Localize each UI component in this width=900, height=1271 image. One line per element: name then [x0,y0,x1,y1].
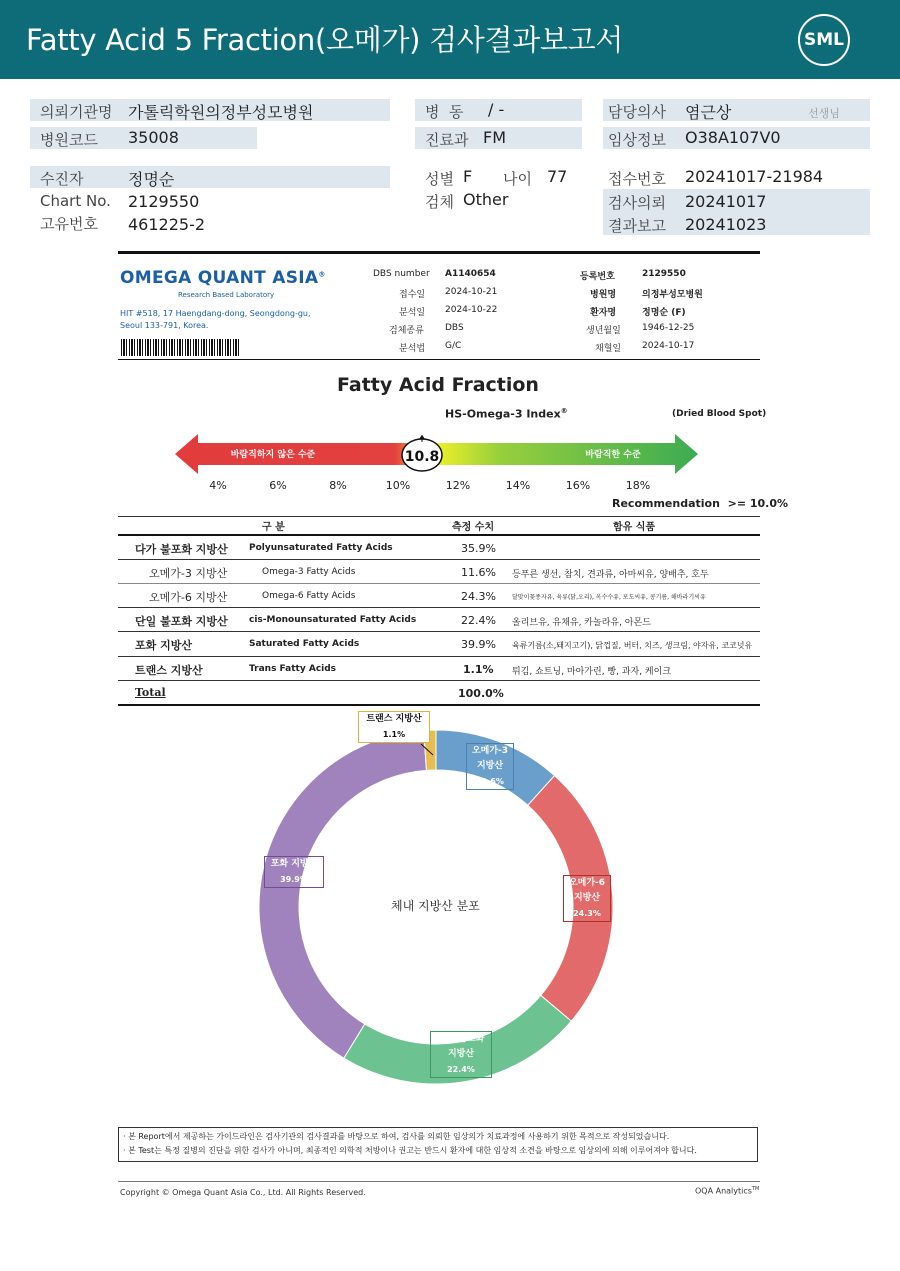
row-rule [118,631,760,632]
hospital-code-label: 병원코드 [40,131,98,149]
sml-logo-text: SML [804,30,844,50]
patient-box [30,166,390,188]
total-label: Total [135,686,166,699]
index-title: HS-Omega-3 Index® [445,407,568,421]
lab-block-rule [118,359,760,360]
table-top-rule [118,516,760,517]
total-value: 100.0% [458,687,504,700]
row-value: 11.6% [461,566,496,579]
row-rule [118,559,760,560]
reg-number-value: 2129550 [642,269,686,279]
institution-label: 의뢰기관명 [40,103,113,121]
dbs-number-label: DBS number [373,269,430,279]
row-en: Polyunsaturated Fatty Acids [249,543,393,553]
table-header-rule [118,534,760,536]
gauge-value-text: 10.8 [404,449,440,465]
recommendation: Recommendation >= 10.0% [612,497,789,510]
reg-number-label: 등록번호 [580,272,615,282]
gauge-tick-label: 18% [625,479,651,492]
patient-name-label: 환자명 [590,308,617,318]
dbs-number-value: A1140654 [445,269,496,279]
row-value: 22.4% [461,614,496,627]
specimen-label: 검체 [425,193,454,211]
slice-label-monounsaturated: 단일 불포화 지방산 22.4% [430,1031,492,1078]
sml-logo [798,14,850,66]
row-rule [118,656,760,657]
row-ko: 오메가-6 지방산 [149,591,228,604]
gauge-tick-label: 4% [209,479,227,492]
row-value: 24.3% [461,590,496,603]
report-top-rule [118,251,760,254]
lab-name: OMEGA QUANT ASIA® [120,268,326,288]
lab-address2: Seoul 133-791, Korea. [120,321,209,330]
row-en: Trans Fatty Acids [249,664,337,674]
row-value: 35.9% [461,542,496,555]
hospital-name-value: 의정부성모병원 [642,290,703,300]
sample-type: (Dried Blood Spot) [672,409,767,419]
department-value: FM [483,128,507,147]
gauge-tick-label: 8% [329,479,347,492]
row-rule [118,583,760,584]
method-label: 분석법 [399,344,426,354]
birth-value: 1946-12-25 [642,323,695,333]
footer-rule [118,1181,760,1182]
row-foods: 튀김, 쇼트닝, 마아가린, 빵, 과자, 케이크 [512,667,672,677]
row-foods: 등푸른 생선, 참치, 견과류, 아마씨유, 양배추, 호두 [512,570,709,580]
header-foods: 함유 식품 [613,522,656,533]
ward-value: / - [488,100,505,119]
chart-value: 2129550 [128,192,200,211]
draw-date-value: 2024-10-17 [642,341,695,351]
department-label: 진료과 [425,131,469,149]
row-rule [118,680,760,681]
patient-name-value: 정명순 (F) [642,308,686,318]
slice-label-omega3: 오메가-3 지방산 11.6% [466,743,514,790]
row-ko: 트랜스 지방산 [135,664,203,677]
row-ko: 다가 불포화 지방산 [135,543,228,556]
age-value: 77 [547,167,568,186]
doctor-label: 담당의사 [608,103,666,121]
report-title: Fatty Acid 5 Fraction(오메가) 검사결과보고서 [26,23,624,57]
draw-date-label: 채혈일 [595,344,622,354]
gauge-tick-label: 12% [445,479,471,492]
specimen-type-label: 검체종류 [389,326,424,336]
method-value: G/C [445,341,462,351]
ward-label: 병 동 [425,103,464,121]
gauge-tick-label: 6% [269,479,287,492]
omega-index-gauge [170,430,710,480]
receipt-date-value: 2024-10-21 [445,287,498,297]
donut-center-title: 체내 지방산 분포 [391,899,480,913]
slice-saturated [259,730,426,1058]
chart-label: Chart No. [40,192,111,210]
birth-label: 생년월일 [586,326,621,336]
disclaimer-box [118,1127,758,1162]
row-rule [118,607,760,608]
unique-id-label: 고유번호 [40,215,98,233]
slice-label-omega6: 오메가-6 지방산 24.3% [563,875,611,922]
row-en: Omega-3 Fatty Acids [262,567,356,577]
receipt-value: 20241017-21984 [685,167,824,186]
lab-subtitle: Research Based Laboratory [178,291,275,299]
hospital-code-value: 35008 [128,128,179,147]
row-en: Omega-6 Fatty Acids [262,591,356,601]
report-date-value: 20241023 [685,215,767,234]
barcode-image [121,339,241,356]
header-category: 구 분 [262,522,285,533]
slice-label-trans: 트랜스 지방산 1.1% [358,711,430,743]
clinical-label: 임상정보 [608,131,666,149]
patient-label: 수진자 [40,170,84,188]
row-foods: 달맞이꽃종자유, 육류(닭,오리), 옥수수유, 포도씨유, 콩기름, 해바라기씨유 [512,594,706,601]
specimen-type-value: DBS [445,323,464,333]
gauge-left-text: 바람직하지 않은 수준 [230,450,316,460]
row-foods: 올리브유, 유채유, 카놀라유, 아몬드 [512,618,651,628]
row-ko: 포화 지방산 [135,639,192,652]
unique-id-value: 461225-2 [128,215,206,234]
section-title: Fatty Acid Fraction [337,374,539,396]
request-label: 검사의뢰 [608,194,666,212]
doctor-suffix: 선생님 [808,107,840,120]
request-value: 20241017 [685,192,767,211]
gauge-tick-label: 10% [385,479,411,492]
patient-value: 정명순 [128,170,175,189]
institution-value: 가톨릭학원의정부성모병원 [128,103,314,122]
sex-value: F [463,167,473,186]
report-header [0,0,900,79]
row-en: cis-Monounsaturated Fatty Acids [249,615,417,625]
row-ko: 단일 불포화 지방산 [135,615,228,628]
row-value: 1.1% [463,663,494,676]
gauge-value-marker [402,435,442,471]
header-value: 측정 수치 [452,522,495,533]
gauge-tick-label: 14% [505,479,531,492]
analysis-date-label: 분석일 [399,308,426,318]
report-date-label: 결과보고 [608,217,666,235]
disclaimer-line-1: · 본 Report에서 제공하는 가이드라인은 검사기관의 검사결과를 바탕으로 하여, 검사를 의뢰한 임상의가 치료과정에 사용하기 위한 목적으로 작성되었습니다. [123,1132,670,1141]
row-ko: 오메가-3 지방산 [149,567,228,580]
row-foods: 육류기름(소,돼지고기), 닭껍질, 버터, 치즈, 생크림, 야자유, 코코넛유 [512,641,753,650]
row-en: Saturated Fatty Acids [249,639,360,649]
gauge-tick-label: 16% [565,479,591,492]
footer-copyright: Copyright © Omega Quant Asia Co., Ltd. All Rights Reserved. [120,1188,366,1197]
table-bottom-rule [118,704,760,706]
clinical-value: O38A107V0 [685,128,781,147]
row-value: 39.9% [461,638,496,651]
receipt-label: 접수번호 [608,170,666,188]
gauge-right-text: 바람직한 수준 [585,450,641,460]
disclaimer-line-2: · 본 Test는 특정 질병의 진단을 위한 검사가 아니며, 최종적인 의학적 처방이나 권고는 반드시 환자에 대한 임상적 소견을 바탕으로 임상의에 의해 이루어져야 합니다. [123,1146,697,1155]
hospital-name-label: 병원명 [590,290,617,300]
sex-label: 성별 [425,170,454,188]
receipt-date-label: 접수일 [399,290,426,300]
doctor-value: 염근상 [685,103,732,122]
slice-label-saturated: 포화 지방산 39.9% [264,856,324,888]
age-label: 나이 [503,170,532,188]
specimen-value: Other [463,190,509,209]
footer-brand: OQA Analytics™ [695,1186,760,1196]
analysis-date-value: 2024-10-22 [445,305,498,315]
lab-address1: HIT #518, 17 Haengdang-dong, Seongdong-gu, [120,309,311,318]
